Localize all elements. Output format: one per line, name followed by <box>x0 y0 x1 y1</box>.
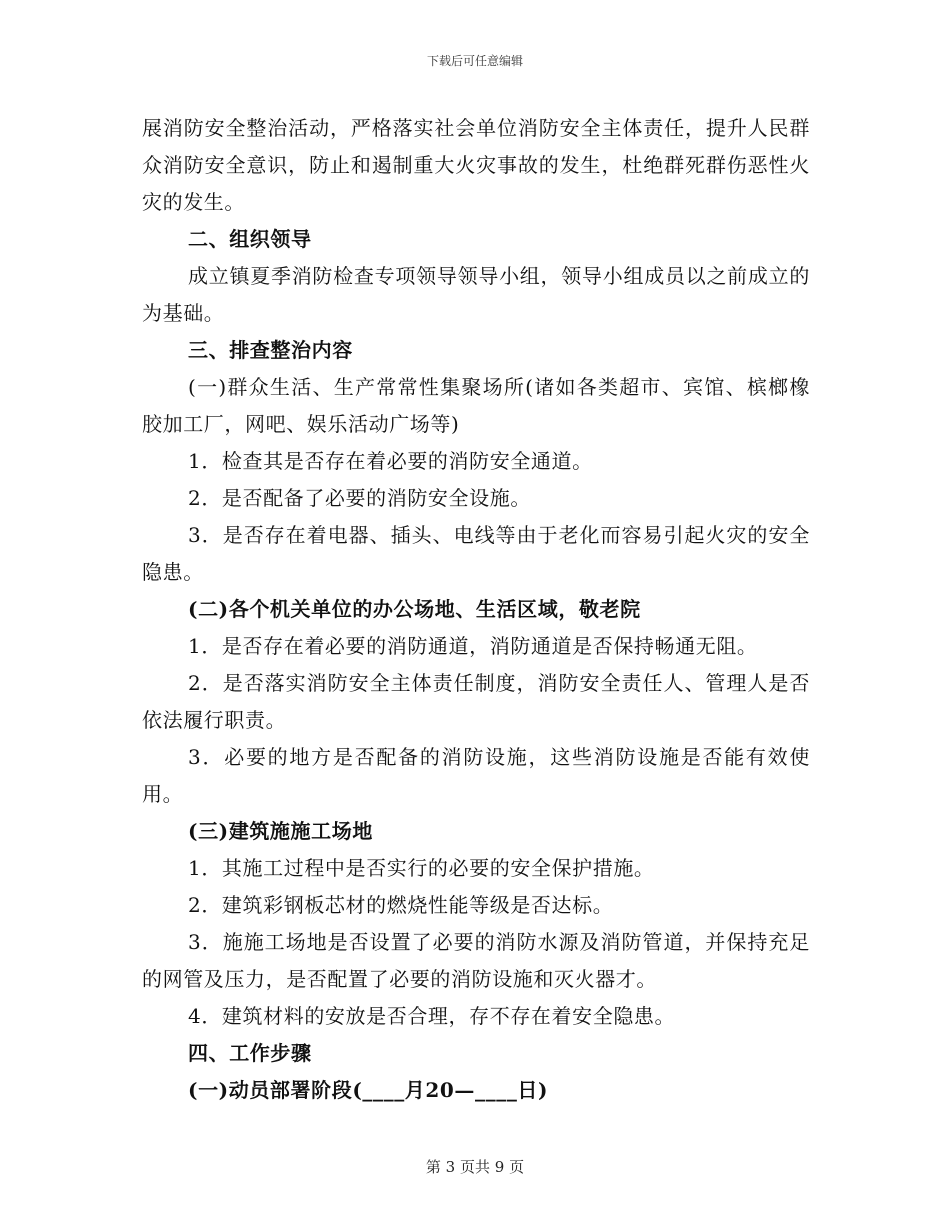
page-header: 下载后可任意编辑 <box>426 54 523 68</box>
list-item: 1．其施工过程中是否实行的必要的安全保护措施。 <box>188 856 655 880</box>
subsection-heading-mobilization: (一)动员部署阶段(____月20—____日) <box>188 1078 549 1102</box>
subsection-heading-offices: (二)各个机关单位的办公场地、生活区域，敬老院 <box>188 597 641 621</box>
list-item: 4．建筑材料的安放是否合理，存不存在着安全隐患。 <box>188 1004 676 1028</box>
page-number: 第 3 页共 9 页 <box>425 1158 525 1176</box>
list-item: 3．是否存在着电器、插头、电线等由于老化而容易引起火灾的安全隐患。 <box>142 523 810 584</box>
paragraph-organization: 成立镇夏季消防检查专项领导领导小组，领导小组成员以之前成立的为基础。 <box>142 264 810 325</box>
list-item: 1．检查其是否存在着必要的消防安全通道。 <box>188 449 593 473</box>
list-item: 2．是否落实消防安全主体责任制度，消防安全责任人、管理人是否依法履行职责。 <box>142 671 810 732</box>
list-item: 2．建筑彩钢板芯材的燃烧性能等级是否达标。 <box>188 893 614 917</box>
subsection-public-places: (一)群众生活、生产常常性集聚场所(诸如各类超市、宾馆、槟榔橡胶加工厂，网吧、娱乐活动广场等) <box>142 375 810 436</box>
section-heading-organization: 二、组织领导 <box>188 227 312 251</box>
section-heading-inspection: 三、排查整治内容 <box>188 338 353 362</box>
list-item: 2．是否配备了必要的消防安全设施。 <box>188 486 531 510</box>
list-item: 3．施施工场地是否设置了必要的消防水源及消防管道，并保持充足的网管及压力，是否配置了必要的消防设施和灭火器才。 <box>142 930 810 991</box>
section-heading-steps: 四、工作步骤 <box>188 1041 312 1065</box>
paragraph-intro-continuation: 展消防安全整治活动，严格落实社会单位消防安全主体责任，提升人民群众消防安全意识，防止和遏制重大火灾事故的发生，杜绝群死群伤恶性火灾的发生。 <box>142 116 810 214</box>
document-body <box>142 110 810 1109</box>
list-item: 3．必要的地方是否配备的消防设施，这些消防设施是否能有效使用。 <box>142 745 810 806</box>
subsection-heading-construction: (三)建筑施施工场地 <box>188 819 373 843</box>
list-item: 1．是否存在着必要的消防通道，消防通道是否保持畅通无阻。 <box>188 634 758 658</box>
